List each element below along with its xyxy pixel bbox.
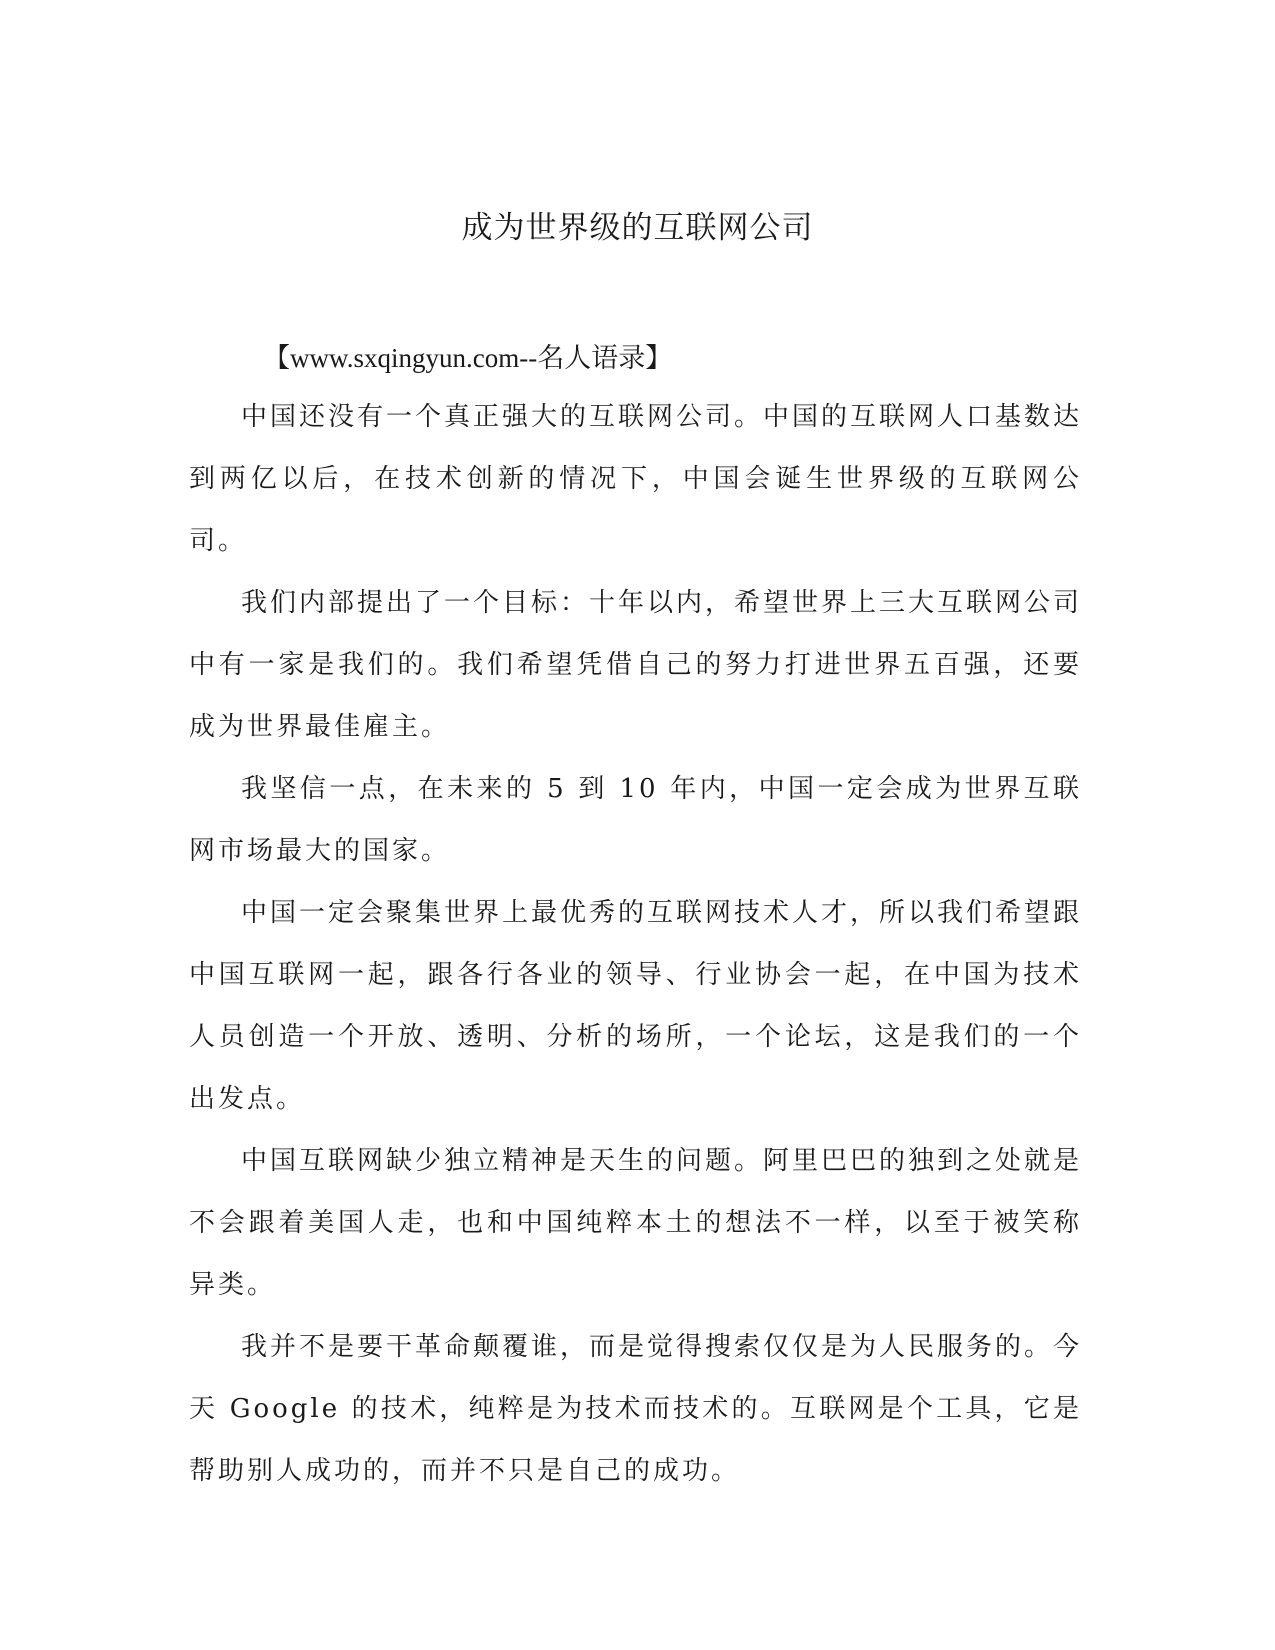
paragraph: 我坚信一点，在未来的 5 到 10 年内，中国一定会成为世界互联网市场最大的国家。 <box>189 774 1082 866</box>
source-line: 【www.sxqingyun.com--名人语录】 <box>263 343 673 373</box>
document-title: 成为世界级的互联网公司 <box>461 210 814 246</box>
paragraph: 中国互联网缺少独立精神是天生的问题。阿里巴巴的独到之处就是不会跟着美国人走，也和中国纯粹本土的想法不一样，以至于被笑称异类。 <box>189 1146 1083 1300</box>
paragraph: 我并不是要干革命颠覆谁，而是觉得搜索仅仅是为人民服务的。今天 Google 的技术，纯粹是为技术而技术的。互联网是个工具，它是帮助别人成功的，而并不只是自己的成功。 <box>189 1332 1083 1486</box>
paragraph: 中国还没有一个真正强大的互联网公司。中国的互联网人口基数达到两亿以后，在技术创新的情况下，中国会诞生世界级的互联网公司。 <box>189 402 1083 556</box>
paragraph: 我们内部提出了一个目标：十年以内，希望世界上三大互联网公司中有一家是我们的。我们希望凭借自己的努力打进世界五百强，还要成为世界最佳雇主。 <box>189 588 1083 742</box>
paragraph: 中国一定会聚集世界上最优秀的互联网技术人才，所以我们希望跟中国互联网一起，跟各行各业的领导、行业协会一起，在中国为技术人员创造一个开放、透明、分析的场所，一个论坛，这是我们的一个出发点。 <box>189 898 1083 1114</box>
document-body <box>189 330 1082 1502</box>
